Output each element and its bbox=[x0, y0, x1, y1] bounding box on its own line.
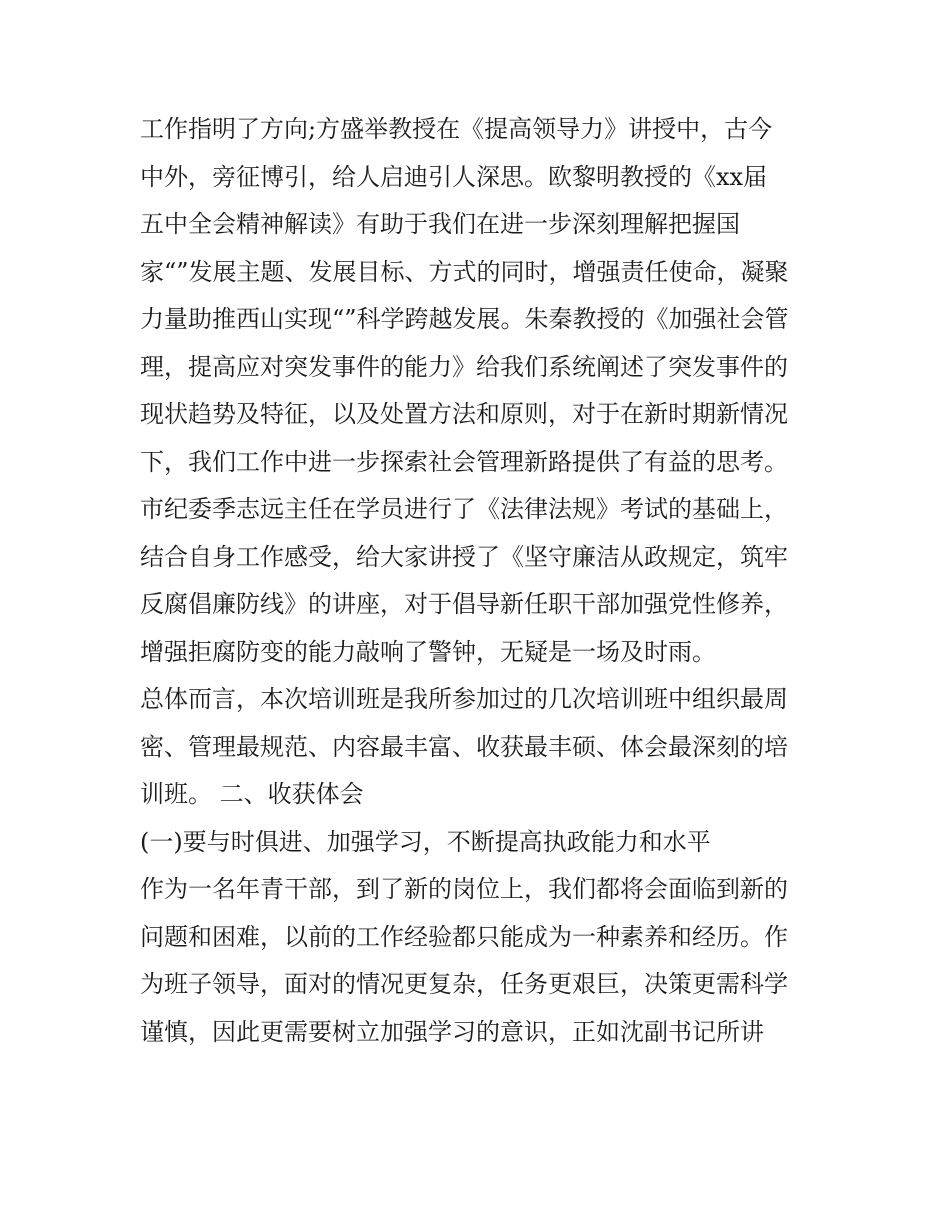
text-line: 工作指明了方向;方盛举教授在《提高领导力》讲授中，古今 bbox=[140, 115, 773, 143]
text-line: 理，提高应对突发事件的能力》给我们系统阐述了突发事件的 bbox=[140, 352, 788, 381]
text-line: 现状趋势及特征，以及处置方法和原则，对于在新时期新情况 bbox=[140, 400, 788, 428]
text-line: 增强拒腐防变的能力敲响了警钟，无疑是一场及时雨。 bbox=[140, 637, 716, 666]
text-line: 反腐倡廉防线》的讲座，对于倡导新任职干部加强党性修养， bbox=[140, 590, 788, 618]
text-line: 下，我们工作中进一步探索社会管理新路提供了有益的思考。 bbox=[140, 447, 788, 476]
text-line: 结合自身工作感受，给大家讲授了《坚守廉洁从政规定，筑牢 bbox=[140, 542, 788, 571]
text-line: 作为一名年青干部，到了新的岗位上，我们都将会面临到新的 bbox=[140, 875, 788, 903]
text-line: 家“”发展主题、发展目标、方式的同时，增强责任使命，凝聚 bbox=[140, 257, 789, 286]
text-line: 训班。 二、收获体会 bbox=[140, 780, 364, 808]
text-line: 五中全会精神解读》有助于我们在进一步深刻理解把握国 bbox=[140, 210, 740, 238]
text-line: 中外，旁征博引，给人启迪引人深思。欧黎明教授的《xx届 bbox=[140, 162, 768, 191]
section-heading: (一)要与时俱进、加强学习，不断提高执政能力和水平 bbox=[140, 827, 711, 856]
text-line: 市纪委季志远主任在学员进行了《法律法规》考试的基础上， bbox=[140, 495, 788, 523]
text-line: 为班子领导，面对的情况更复杂，任务更艰巨，决策更需科学 bbox=[140, 970, 788, 998]
text-line: 总体而言，本次培训班是我所参加过的几次培训班中组织最周 bbox=[140, 685, 788, 713]
text-line: 谨慎，因此更需要树立加强学习的意识，正如沈副书记所讲 bbox=[140, 1017, 764, 1046]
text-line: 问题和困难，以前的工作经验都只能成为一种素养和经历。作 bbox=[140, 922, 788, 951]
text-line: 力量助推西山实现“”科学跨越发展。朱秦教授的《加强社会管 bbox=[140, 305, 789, 333]
text-line: 密、管理最规范、内容最丰富、收获最丰硕、体会最深刻的培 bbox=[140, 732, 788, 761]
body-text bbox=[140, 106, 830, 1056]
